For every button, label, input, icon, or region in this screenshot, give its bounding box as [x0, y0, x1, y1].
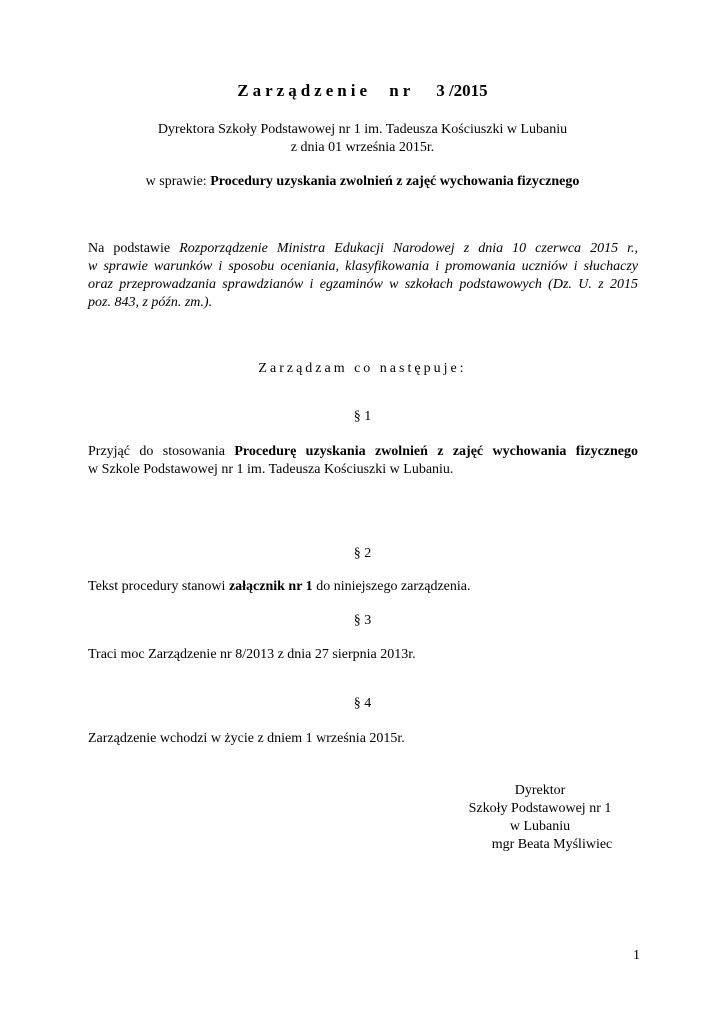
subject-prefix: w sprawie: [145, 174, 207, 189]
section-4-symbol: § 4 [353, 696, 372, 711]
section-2-attachment: załącznik nr 1 [228, 579, 313, 594]
legal-basis-act: Rozporządzenie Ministra Edukacji Narodowej z dnia 10 czerwca 2015 r., [179, 241, 639, 256]
legal-basis-line-4: poz. 843, z późn. zm.). [88, 295, 213, 310]
page-number: 1 [633, 948, 640, 963]
signature-title: Dyrektor [514, 783, 566, 798]
signature-location: w Lubaniu [509, 819, 571, 834]
section-4-text: Zarządzenie wchodzi w życie z dniem 1 września 2015r. [88, 731, 405, 746]
signature-name: mgr Beata Myśliwiec [491, 837, 613, 852]
section-2-text [88, 578, 638, 596]
legal-basis [88, 240, 638, 312]
decree-heading: Zarządzam co następuje: [258, 361, 467, 376]
legal-basis-line-1 [88, 240, 638, 258]
section-1-line-2: w Szkole Podstawowej nr 1 im. Tadeusza Kościuszki w Lubaniu. [88, 462, 454, 477]
section-2-symbol: § 2 [353, 546, 372, 561]
subject-text: Procedury uzyskania zwolnień z zajęć wychowania fizycznego [210, 174, 580, 189]
title-word: Zarządzenie [237, 81, 371, 100]
date-line: z dnia 01 września 2015r. [290, 140, 435, 155]
issuer-line: Dyrektora Szkoły Podstawowej nr 1 im. Tadeusza Kościuszki w Lubaniu [157, 122, 568, 137]
section-1-symbol: § 1 [353, 409, 372, 424]
signature-block [460, 782, 620, 854]
section-1-line-1 [88, 443, 638, 461]
legal-basis-prefix: Na podstawie [88, 241, 171, 256]
section-1-prefix: Przyjąć do stosowania [88, 444, 225, 459]
legal-basis-line-3: oraz przeprowadzania sprawdzianów i egzaminów w szkołach podstawowych (Dz. U. z 2015 [88, 277, 638, 292]
signature-school: Szkoły Podstawowej nr 1 [468, 801, 612, 816]
subject-line [0, 173, 725, 191]
title-number: 3 /2015 [436, 81, 488, 100]
title-nr: nr [389, 81, 414, 100]
section-2-suffix: do niniejszego zarządzenia. [316, 579, 471, 594]
section-3-text: Traci moc Zarządzenie nr 8/2013 z dnia 27 sierpnia 2013r. [88, 647, 416, 662]
document-title [0, 82, 725, 100]
section-2-prefix: Tekst procedury stanowi [88, 579, 226, 594]
legal-basis-line-2: w sprawie warunków i sposobu oceniania, klasyfikowania i promowania uczniów i słuchaczy [88, 259, 638, 274]
section-1-text [88, 443, 638, 479]
section-3-symbol: § 3 [353, 613, 372, 628]
section-1-procedure: Procedurę uzyskania zwolnień z zajęć wychowania fizycznego [234, 444, 638, 459]
